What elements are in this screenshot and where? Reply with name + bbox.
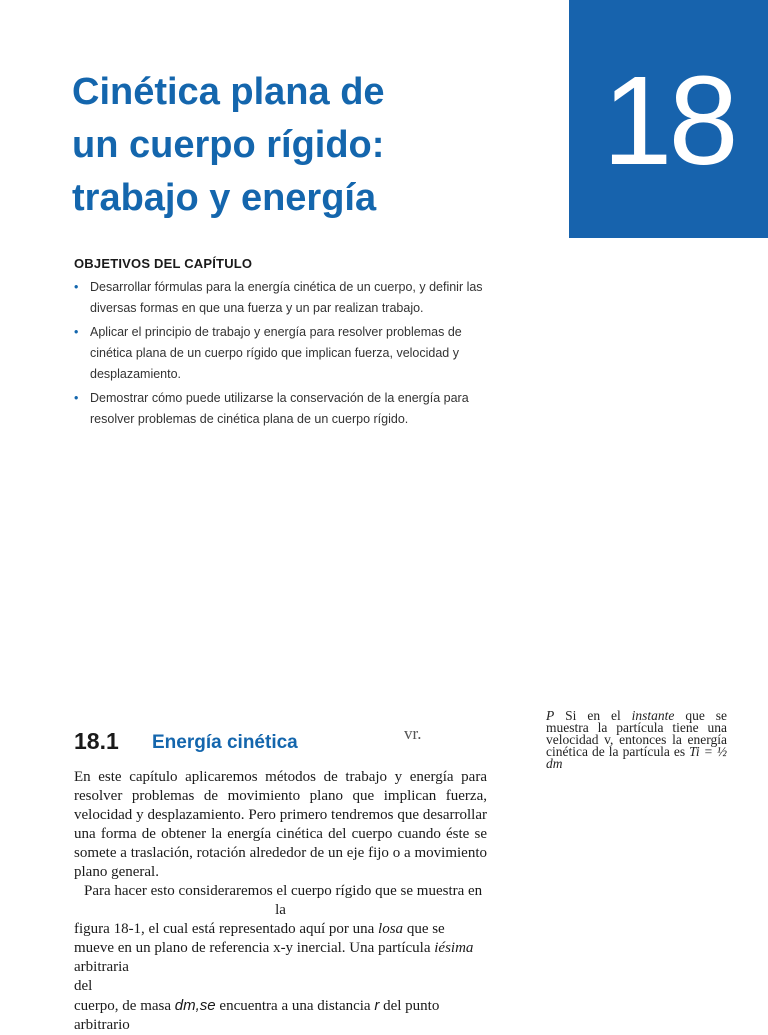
- chapter-title-line-2: un cuerpo rígido:: [72, 124, 385, 166]
- chapter-title-line-1: Cinética plana de: [72, 71, 385, 113]
- section-number: 18.1: [74, 728, 119, 754]
- chapter-number-box: [569, 0, 768, 238]
- chapter-title: [72, 66, 452, 225]
- margin-note-instante: instante: [631, 708, 675, 723]
- body-italic-dmse: dm,se: [174, 997, 216, 1014]
- body-paragraph-3: [74, 920, 487, 977]
- objective-item: [74, 322, 486, 385]
- objective-text: Aplicar el principio de trabajo y energía para resolver problemas de cinética plana de un cuerpo rígido que implican fuerza, velocidad y desplazamiento.: [90, 325, 462, 381]
- bullet-icon: •: [74, 325, 79, 339]
- bullet-icon: •: [74, 280, 79, 294]
- body-text-run: arbitraria: [74, 959, 129, 975]
- margin-note-formula: Ti = ½ dm: [546, 744, 727, 771]
- objectives-list: [74, 277, 486, 430]
- objective-item: [74, 388, 486, 430]
- body-fragment-la: la: [275, 902, 286, 918]
- body-paragraph-1: En este capítulo aplicaremos métodos de trabajo y energía para resolver problemas de movimiento plano que implican fuerza, velocidad y desplazamiento. Pero primero tendremos que desarrollar una forma de obtener la energía cinética del cuerpo cuando éste se somete a traslación, rotación alrededor de un eje fijo o a movimiento plano general.: [74, 769, 487, 880]
- section-title: Energía cinética: [152, 732, 298, 753]
- chapter-number: 18: [602, 50, 735, 191]
- objective-text: Desarrollar fórmulas para la energía cinética de un cuerpo, y definir las diversas formas en que una fuerza y un par realizan trabajo.: [90, 280, 483, 315]
- body-text: [74, 768, 487, 1035]
- body-text-run: del punto arbitrario: [74, 998, 440, 1033]
- stray-text: vr.: [404, 724, 422, 743]
- body-text-run: que se mueve en un plano de referencia x-y inercial. Una partícula: [74, 921, 445, 956]
- bullet-icon: •: [74, 391, 79, 405]
- body-paragraph-4: [74, 996, 487, 1035]
- chapter-title-line-3: trabajo y energía: [72, 177, 377, 219]
- objectives-heading: OBJETIVOS DEL CAPÍTULO: [74, 256, 253, 271]
- section-heading: [74, 726, 434, 758]
- body-text-run: figura 18-1, el cual está representado aquí por una: [74, 921, 379, 937]
- body-italic-iesima: iésima: [434, 940, 474, 956]
- margin-note: [546, 710, 727, 770]
- body-text-run: cuerpo, de masa: [74, 998, 175, 1014]
- margin-note-text-1: Si en el: [554, 708, 632, 723]
- chapter-objectives: [74, 256, 486, 433]
- body-fragment-del: del: [74, 978, 93, 994]
- objective-text: Demostrar cómo puede utilizarse la conservación de la energía para resolver problemas de cinética plana de un cuerpo rígido.: [90, 391, 469, 426]
- body-text-run: encuentra a una distancia: [215, 998, 375, 1014]
- objective-item: [74, 277, 486, 319]
- margin-note-text-2: que se muestra la partícula tiene una velocidad v, entonces la energía cinética de la partícula es: [546, 708, 727, 759]
- body-italic-losa: losa: [378, 921, 404, 937]
- body-paragraph-2: Para hacer esto consideraremos el cuerpo rígido que se muestra en: [84, 883, 483, 899]
- margin-note-p: P: [546, 708, 555, 723]
- body-italic-r: r: [374, 997, 380, 1014]
